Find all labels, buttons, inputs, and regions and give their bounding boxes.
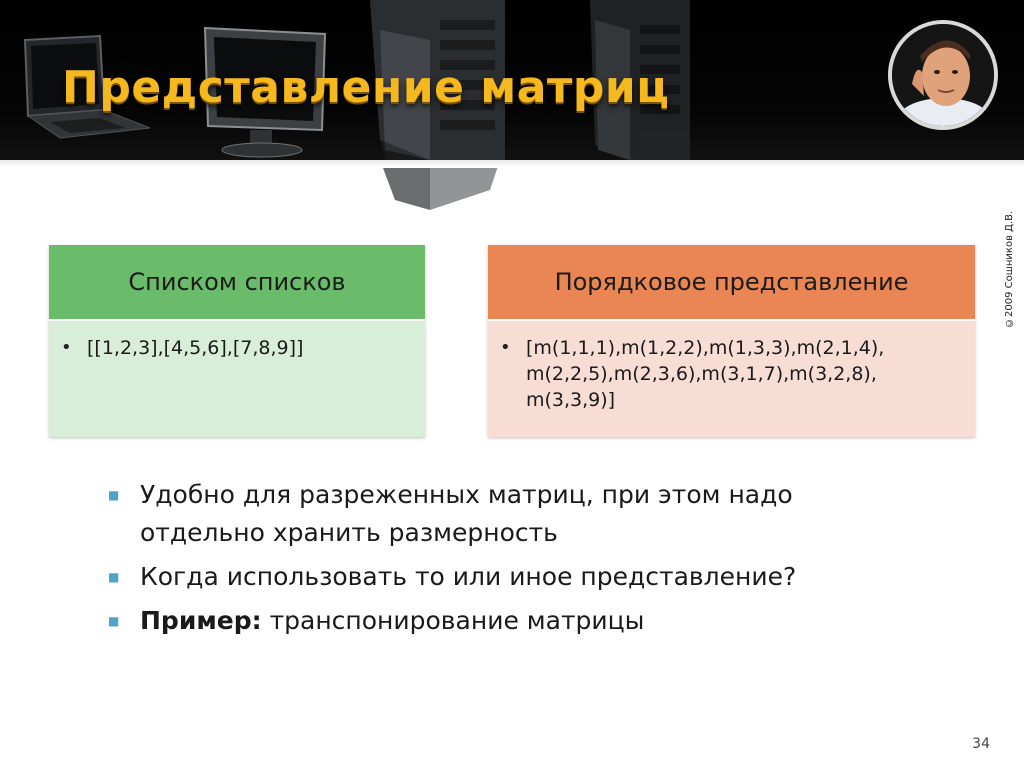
slide-title: Представление матриц <box>62 62 670 113</box>
bullet-text: Когда использовать то или иное представление? <box>140 562 797 591</box>
bullet-rest: транспонирование матрицы <box>261 606 645 635</box>
bullet-text: Удобно для разреженных матриц, при этом надо отдельно хранить размерность <box>140 480 793 547</box>
list-of-lists-heading: Списком списков <box>49 245 425 321</box>
list-item <box>108 558 908 596</box>
bullet-list <box>108 476 908 646</box>
header-banner <box>0 0 1024 160</box>
ordinal-representation-box <box>488 245 975 437</box>
list-of-lists-content: [[1,2,3],[4,5,6],[7,8,9]] <box>87 337 304 359</box>
ordinal-representation-body <box>488 321 975 437</box>
bullet-icon: • <box>500 337 511 358</box>
bullet-strong-label: Пример: <box>140 606 262 635</box>
square-bullet-icon: ■ <box>108 488 120 502</box>
ordinal-representation-heading: Порядковое представление <box>488 245 975 321</box>
tower-reflection-decoration <box>370 160 510 220</box>
square-bullet-icon: ■ <box>108 614 120 628</box>
bullet-icon: • <box>61 337 72 358</box>
header-divider <box>0 160 1024 168</box>
list-of-lists-body <box>49 321 425 437</box>
list-item <box>500 335 959 413</box>
list-item <box>108 602 908 640</box>
page-number: 34 <box>972 736 990 752</box>
ordinal-representation-content: [m(1,1,1),m(1,2,2),m(1,3,3),m(2,1,4), m(2,2,5),m(2,3,6),m(3,1,7),m(3,2,8), m(3,3,9)] <box>526 337 885 411</box>
author-avatar <box>888 20 998 130</box>
list-item <box>108 476 908 552</box>
list-item <box>61 335 409 361</box>
list-of-lists-box <box>49 245 425 437</box>
copyright-note: ©2009 Сошников Д.В. <box>1004 210 1015 328</box>
bullet-text <box>140 602 644 640</box>
square-bullet-icon: ■ <box>108 570 120 584</box>
author-photo-icon <box>892 24 994 126</box>
